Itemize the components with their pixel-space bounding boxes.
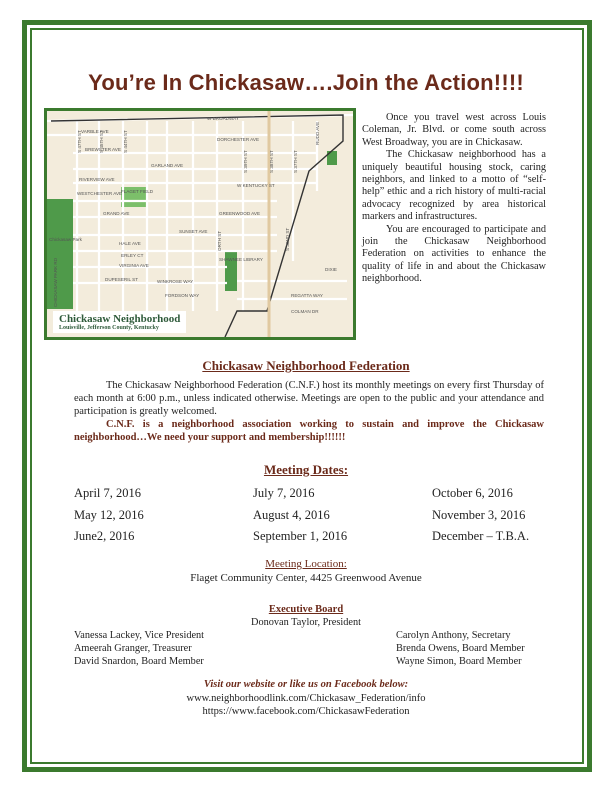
website-title: Visit our website or like us on Facebook below: [203,679,409,690]
meeting-location-title: Meeting Location: [265,558,347,570]
chickasaw-park-area [47,199,73,309]
facebook-link[interactable]: https://www.facebook.com/ChickasawFederation [202,706,410,717]
board-member: Vanessa Lackey, Vice President [74,630,205,641]
street-label: SUNSET AVE [179,229,208,234]
street-label: GREENWOOD AVE [219,211,261,216]
intro-paragraph: Once you travel west across Louis Coleman, Jr. Blvd. or come south across West Broadway, you are in Chickasaw. [362,112,546,148]
street-label: RIVERVIEW AVE [79,177,115,182]
street-label: WESTCHESTER AVE [77,191,123,196]
meeting-dates-title: Meeting Dates: [263,462,349,477]
board-member: Carolyn Anthony, Secretary [396,630,511,641]
park-label: SHAWNEE LIBRARY [219,257,263,262]
street-label: DIXIE [325,267,337,272]
street-label: W BROADWAY [207,116,239,121]
meeting-location: Flaget Community Center, 4425 Greenwood Avenue [190,572,422,584]
street-label: RUDD AVE [315,121,320,145]
park-label: FLAGET FIELD [121,189,154,194]
federation-title: Chickasaw Neighborhood Federation [202,358,410,373]
street-label: ERLEY CT [121,253,144,258]
street-label: HALE AVE [119,241,141,246]
meeting-date: June2, 2016 [74,529,135,543]
street-label: DUPESERIL ST [105,277,139,282]
street-label: COLMAN DR [291,309,319,314]
meeting-date: September 1, 2016 [253,529,348,543]
intro-text [362,112,546,286]
intro-paragraph: The Chickasaw neighborhood has a uniquely beautiful housing stock, caring neighbors, and linked to a motto of “self-help” ethic and a rich history of multi-racial advocacy recognized by area historical markers and infrastructures. [362,149,546,223]
neighborhood-map [44,108,356,340]
street-label: WINKROSE WAY [157,279,194,284]
federation-paragraph: The Chickasaw Neighborhood Federation (C.N.F.) host its monthly meetings on every first Thursday of each month at 6:00 p.m., unless indicated otherwise. Meetings are open to the public and your attendance and participation is greatly welcomed. [74,380,544,417]
street-label: DORCHESTER AVE [217,137,260,142]
board-member: Ameerah Granger, Treasurer [74,643,192,654]
page-title: You’re In Chickasaw….Join the Action!!!! [88,70,524,95]
map-graphic [47,111,353,337]
street-label: S 47TH ST [77,130,82,153]
street-label: S 39TH ST [243,150,248,173]
street-label: FORDSON WAY [165,293,200,298]
street-label: GARLAND AVE [151,163,184,168]
meeting-date: April 7, 2016 [74,486,142,500]
map-caption [53,311,186,333]
street-label: S 32ND ST [285,227,290,251]
board-member: David Snardon, Board Member [74,656,204,667]
meeting-date: August 4, 2016 [253,508,330,522]
street-label: W KENTUCKY ST [237,183,275,188]
street-label: GRAND AVE [103,211,130,216]
meeting-date: July 7, 2016 [253,486,315,500]
street-label: S 37TH ST [293,150,298,173]
street-label: CHICKASAW PARK RD [53,257,58,307]
map-caption-subtitle: Louisville, Jefferson County, Kentucky [59,325,159,331]
board-president: Donovan Taylor, President [251,617,361,628]
street-label: S 44TH ST [123,130,128,153]
street-label: REGATTA WAY [291,293,323,298]
board-member: Wayne Simon, Board Member [396,656,522,667]
website-link[interactable]: www.neighborhoodlink.com/Chickasaw_Federation/info [186,693,426,704]
intro-paragraph: You are encouraged to participate and join the Chickasaw Neighborhood Federation on activities to enhance the quality of life in and about the Chickasaw neighborhood. [362,223,546,285]
street-label: S 38TH ST [269,150,274,173]
federation-body [74,379,544,444]
map-caption-title: Chickasaw Neighborhood [59,313,181,325]
street-label: BREWSTER AVE [85,147,121,152]
street-label: ORTH ST [217,230,222,251]
executive-board-title: Executive Board [268,604,344,615]
meeting-date: October 6, 2016 [432,486,513,500]
meeting-date: November 3, 2016 [432,508,526,522]
street-label: VARBLE AVE [81,129,109,134]
meeting-date: December – T.B.A. [432,529,530,543]
meeting-date: May 12, 2016 [74,508,144,522]
federation-highlight: C.N.F. is a neighborhood association working to sustain and improve the Chickasaw neighborhood…We need your support and membership!!!!!! [74,419,544,443]
street-label: S 45TH ST [99,130,104,153]
park-label: Chickasaw Park [49,237,82,242]
street-label: VIRGINIA AVE [119,263,149,268]
board-member: Brenda Owens, Board Member [396,643,525,654]
